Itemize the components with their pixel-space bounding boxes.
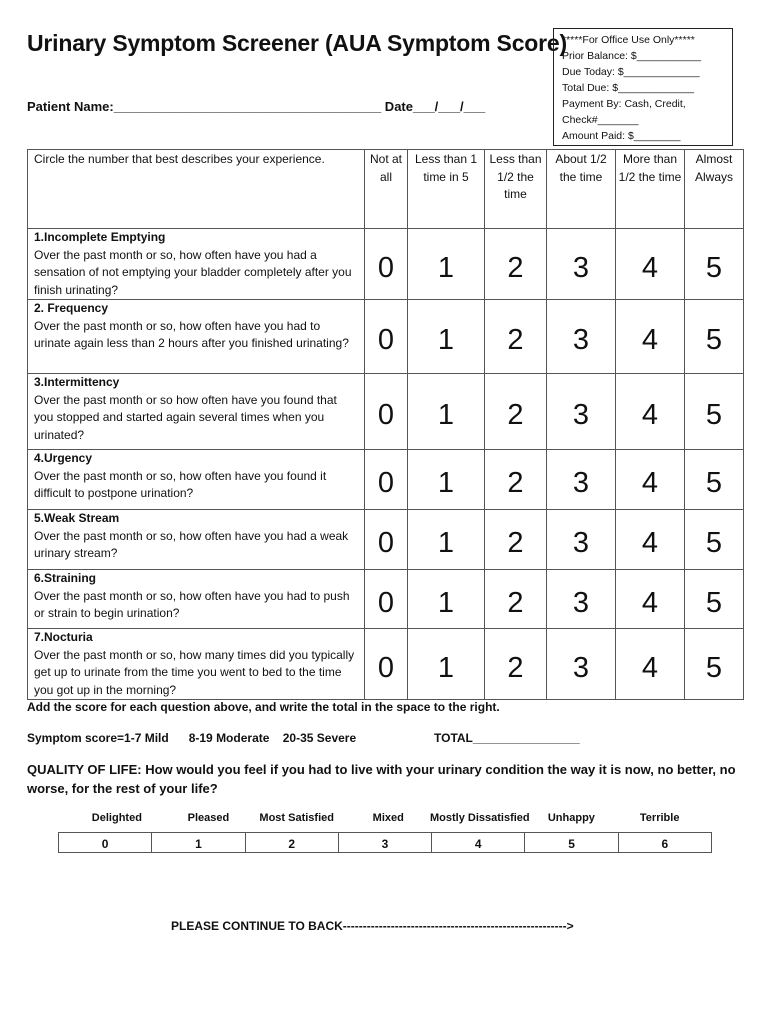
score-option-5[interactable]: 5 (685, 570, 744, 629)
score-option-0[interactable]: 0 (365, 450, 408, 510)
score-option-0[interactable]: 0 (365, 300, 408, 374)
qol-option-6[interactable]: 6 (618, 833, 711, 853)
due-today-line: Due Today: $_____________ (562, 66, 700, 78)
instruction-cell: Circle the number that best describes your experience. (28, 150, 365, 229)
qol-option-4[interactable]: 4 (432, 833, 525, 853)
score-option-0[interactable]: 0 (365, 629, 408, 700)
amount-paid-line: Amount Paid: $________ (562, 130, 681, 142)
question-text: Over the past month or so, how often have you had to urinate again less than 2 hours after you finished urinating? (34, 318, 349, 350)
question-title: 5.Weak Stream (34, 511, 120, 525)
question-cell (28, 629, 365, 700)
score-option-3[interactable]: 3 (547, 570, 616, 629)
question-title: 7.Nocturia (34, 630, 93, 644)
qol-label-unhappy: Unhappy (547, 812, 595, 824)
score-option-3[interactable]: 3 (547, 510, 616, 570)
question-text: Over the past month or so, how often have you had a sensation of not emptying your bladder completely after you finish urinating? (34, 247, 352, 297)
qol-label-mixed: Mixed (372, 812, 404, 824)
question-text: Over the past month or so, how often have you had a weak urinary stream? (34, 528, 349, 560)
qol-values-row (59, 833, 712, 853)
score-option-1[interactable]: 1 (408, 450, 485, 510)
check-number-line: Check#_______ (562, 114, 639, 126)
question-cell (28, 450, 365, 510)
symptom-score-legend: Symptom score=1-7 Mild 8-19 Moderate 20-35 Severe (27, 731, 357, 745)
payment-by-line: Payment By: Cash, Credit, (562, 98, 686, 110)
score-option-3[interactable]: 3 (547, 300, 616, 374)
score-option-2[interactable]: 2 (485, 229, 547, 300)
score-option-5[interactable]: 5 (685, 300, 744, 374)
question-cell (28, 510, 365, 570)
score-option-1[interactable]: 1 (408, 374, 485, 450)
score-option-1[interactable]: 1 (408, 510, 485, 570)
score-option-5[interactable]: 5 (685, 450, 744, 510)
qol-label-most-satisfied: Most Satisfied (259, 812, 334, 824)
question-text: Over the past month or so, how many times did you typically get up to urinate from the time you went to bed to the time you got up in the morning? (34, 647, 355, 697)
score-option-0[interactable]: 0 (365, 229, 408, 300)
aua-symptom-table (27, 149, 744, 700)
score-option-0[interactable]: 0 (365, 374, 408, 450)
question-title: 3.Intermittency (34, 375, 120, 389)
add-score-instruction: Add the score for each question above, and write the total in the space to the right. (27, 700, 500, 714)
table-row (28, 570, 744, 629)
score-option-2[interactable]: 2 (485, 374, 547, 450)
score-option-2[interactable]: 2 (485, 300, 547, 374)
column-header: Not at all (365, 150, 408, 229)
office-use-header: *****For Office Use Only***** (562, 34, 695, 46)
score-option-5[interactable]: 5 (685, 629, 744, 700)
question-cell (28, 300, 365, 374)
score-option-4[interactable]: 4 (616, 629, 685, 700)
score-option-1[interactable]: 1 (408, 629, 485, 700)
column-header: More than 1/2 the time (616, 150, 685, 229)
score-option-3[interactable]: 3 (547, 374, 616, 450)
qol-option-1[interactable]: 1 (152, 833, 245, 853)
prior-balance-line: Prior Balance: $___________ (562, 50, 701, 62)
score-option-5[interactable]: 5 (685, 229, 744, 300)
qol-label-terrible: Terrible (639, 812, 680, 824)
score-option-5[interactable]: 5 (685, 374, 744, 450)
patient-name-date-line: Patient Name:_____________________________________ Date___/___/___ (27, 99, 486, 114)
question-text: Over the past month or so, how often have you had to push or strain to begin urination? (34, 588, 350, 620)
qol-option-2[interactable]: 2 (245, 833, 338, 853)
question-title: 1.Incomplete Emptying (34, 230, 166, 244)
qol-label-mostly-dissatisfied: Mostly Dissatisfied (430, 812, 530, 824)
score-option-0[interactable]: 0 (365, 510, 408, 570)
column-header: Less than 1/2 the time (485, 150, 547, 229)
score-option-3[interactable]: 3 (547, 229, 616, 300)
column-header: About 1/2 the time (547, 150, 616, 229)
question-cell (28, 374, 365, 450)
total-due-line: Total Due: $_____________ (562, 82, 694, 94)
score-option-4[interactable]: 4 (616, 229, 685, 300)
table-row (28, 300, 744, 374)
question-title: 4.Urgency (34, 451, 93, 465)
question-text: Over the past month or so, how often have you found it difficult to postpone urination? (34, 468, 327, 500)
score-option-2[interactable]: 2 (485, 629, 547, 700)
total-field[interactable]: TOTAL________________ (434, 731, 580, 745)
score-option-3[interactable]: 3 (547, 629, 616, 700)
form-title: Urinary Symptom Screener (AUA Symptom Score) (27, 30, 567, 56)
question-title: 2. Frequency (34, 301, 109, 315)
qol-option-3[interactable]: 3 (338, 833, 431, 853)
qol-label-delighted: Delighted (91, 812, 142, 824)
score-option-2[interactable]: 2 (485, 450, 547, 510)
office-use-box (553, 28, 733, 146)
score-option-0[interactable]: 0 (365, 570, 408, 629)
score-option-1[interactable]: 1 (408, 570, 485, 629)
question-cell (28, 570, 365, 629)
score-option-1[interactable]: 1 (408, 300, 485, 374)
quality-of-life-question: QUALITY OF LIFE: How would you feel if you had to live with your urinary condition the way it is now, no better, no worse, for the rest of your life? (27, 762, 736, 796)
table-row (28, 510, 744, 570)
score-option-4[interactable]: 4 (616, 450, 685, 510)
question-text: Over the past month or so how often have you found that you stopped and started again several times when you urinated? (34, 392, 337, 442)
table-row (28, 229, 744, 300)
score-option-5[interactable]: 5 (685, 510, 744, 570)
continue-to-back-note: PLEASE CONTINUE TO BACK--------------------------------------------------------> (171, 919, 574, 933)
score-option-4[interactable]: 4 (616, 510, 685, 570)
question-title: 6.Straining (34, 571, 97, 585)
table-row (28, 450, 744, 510)
qol-option-5[interactable]: 5 (525, 833, 618, 853)
table-row (28, 374, 744, 450)
question-cell (28, 229, 365, 300)
quality-of-life-labels (58, 812, 712, 828)
score-option-2[interactable]: 2 (485, 570, 547, 629)
table-row (28, 629, 744, 700)
score-option-4[interactable]: 4 (616, 374, 685, 450)
score-option-2[interactable]: 2 (485, 510, 547, 570)
score-option-4[interactable]: 4 (616, 300, 685, 374)
qol-option-0[interactable]: 0 (59, 833, 152, 853)
score-option-4[interactable]: 4 (616, 570, 685, 629)
score-option-3[interactable]: 3 (547, 450, 616, 510)
qol-label-pleased: Pleased (187, 812, 230, 824)
quality-of-life-scale (58, 832, 712, 853)
column-header: Almost Always (685, 150, 744, 229)
score-option-1[interactable]: 1 (408, 229, 485, 300)
table-header-row (28, 150, 744, 229)
column-header: Less than 1 time in 5 (408, 150, 485, 229)
